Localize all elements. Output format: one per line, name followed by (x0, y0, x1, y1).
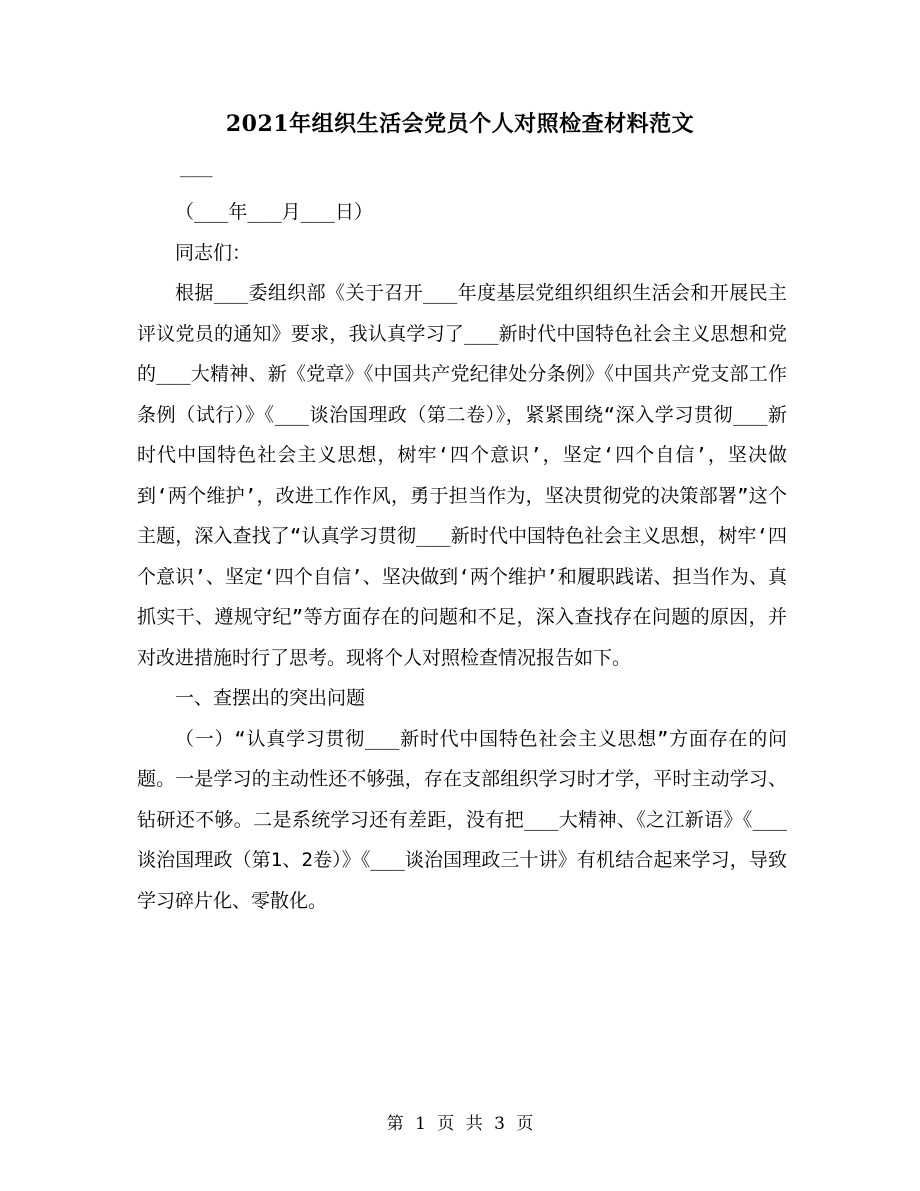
date-line: （___年___月___日） (175, 201, 373, 223)
section-heading: 一、查摆出的突出问题 (175, 687, 366, 709)
document-title: 2021年组织生活会党员个人对照检查材料范文 (225, 111, 695, 137)
intro-paragraph: 根据___委组织部《关于召开___年度基层党组织组织生活会和开展民主评议党员的通知》要求，我认真学习了___新时代中国特色社会主义思想和党的___大精神、新《党章》《中国共产党纪律处分条例》《中国共产党支部工作条例（试行）》《___谈治国理政（第二卷）》，紧紧围绕“深入学习贯彻___新时代中国特色社会主义思想，树牢‘四个意识’，坚定‘四个自信’，坚决做到‘两个维护’，改进工作作风，勇于担当作为，坚决贯彻党的决策部署”这个主题，深入查找了“认真学习贯彻___新时代中国特色社会主义思想，树牢‘四个意识’、坚定‘四个自信’、坚决做到‘两个维护’和履职践诺、担当作为、真抓实干、遵规守纪”等方面存在的问题和不足，深入查找存在问题的原因，并对改进措施时行了思考。现将个人对照检查情况报告如下。 (137, 282, 787, 669)
document-body (137, 192, 787, 921)
salutation: 同志们： (175, 241, 252, 264)
author-blank: ___ (180, 157, 213, 178)
problem-paragraph: （一）“认真学习贯彻___新时代中国特色社会主义思想”方面存在的问题。一是学习的主动性还不够强，存在支部组织学习时才学，平时主动学习、钻研还不够。二是系统学习还有差距，没有把___大精神、《之江新语》《___谈治国理政（第1、2卷）》《___谈治国理政三十讲》有机结合起来学习，导致学习碎片化、零散化。 (137, 727, 787, 912)
page-footer: 第 1 页 共 3 页 (386, 1114, 534, 1134)
